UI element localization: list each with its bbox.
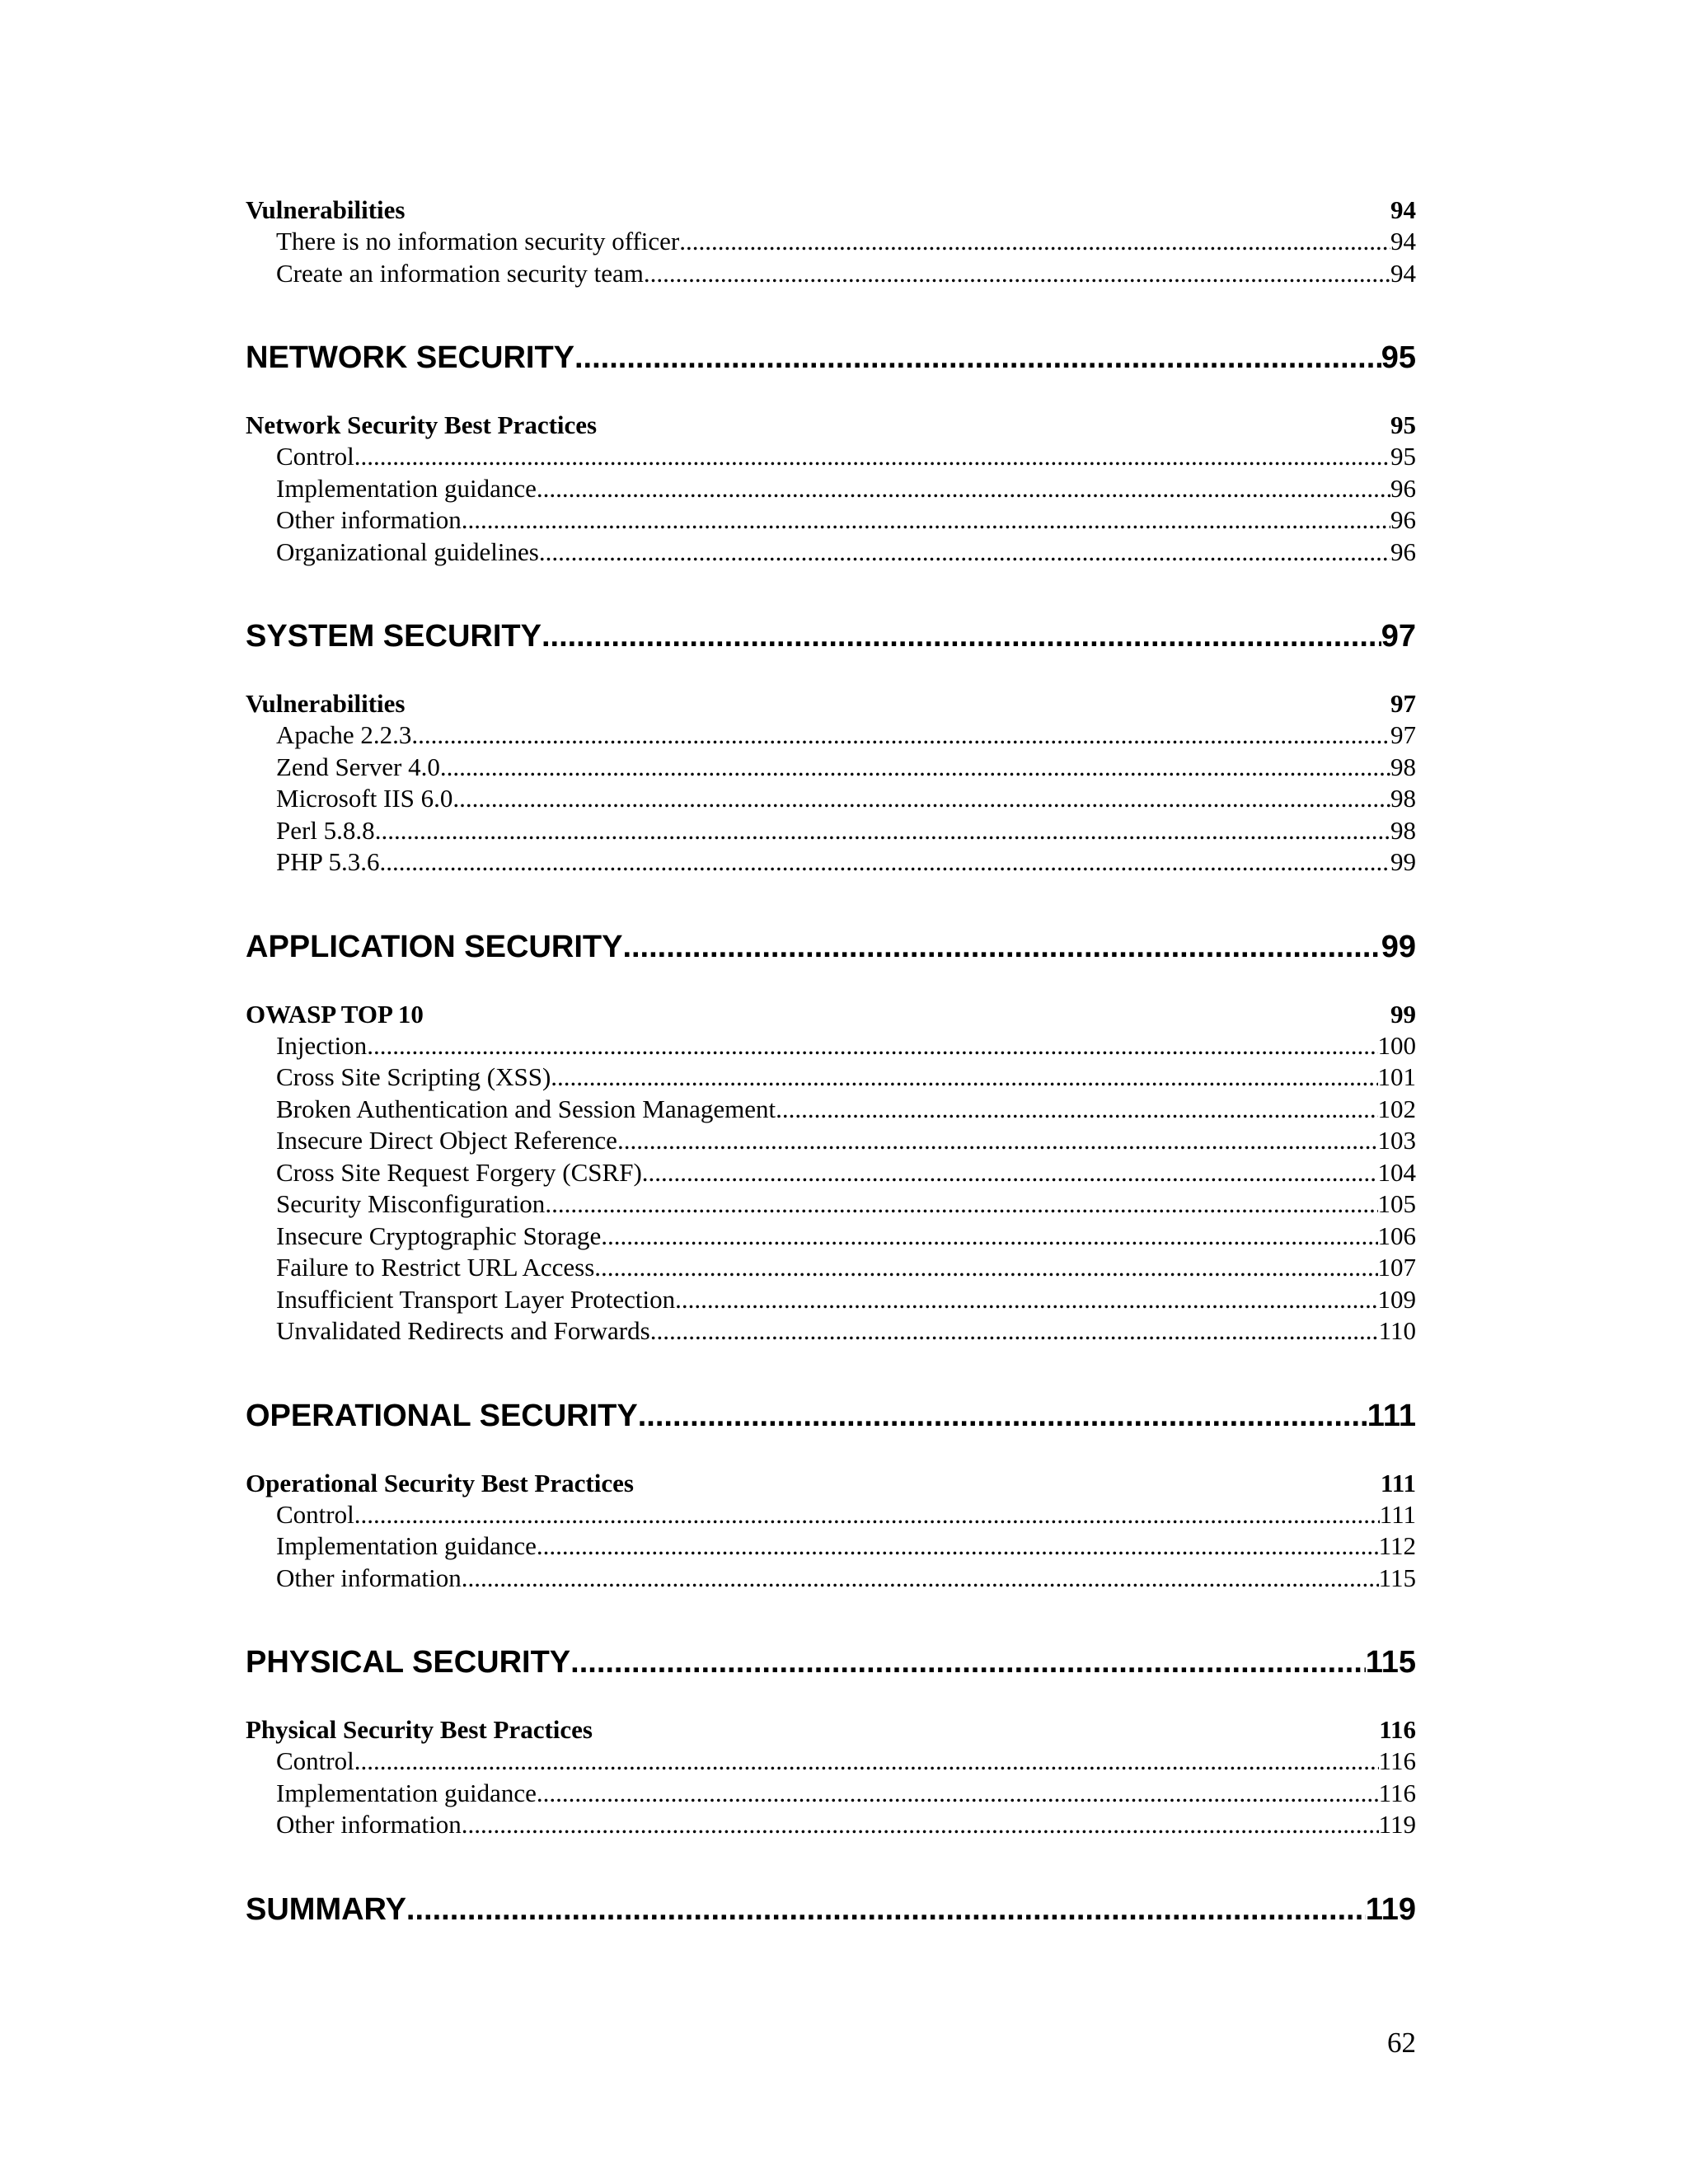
subentry-label: Cross Site Request Forgery (CSRF)	[276, 1157, 642, 1187]
subentry-label: Implementation guidance	[276, 473, 537, 503]
dot-leader	[638, 1397, 1367, 1435]
toc-subentry[interactable]	[246, 441, 1416, 473]
toc-section-group	[246, 410, 1416, 568]
dot-leader	[622, 928, 1381, 966]
toc-subentry[interactable]	[246, 752, 1416, 784]
toc-subentry[interactable]	[246, 226, 1416, 258]
chapter-title: APPLICATION SECURITY	[246, 929, 623, 964]
subentry-page-number: 100	[1377, 1030, 1416, 1060]
toc-subentry[interactable]	[246, 1221, 1416, 1253]
toc-subentry[interactable]	[246, 1188, 1416, 1221]
subentry-label: Control	[276, 1499, 354, 1529]
chapter-page-number: 111	[1367, 1398, 1416, 1433]
subentry-label: Cross Site Scripting (XSS)	[276, 1062, 551, 1091]
toc-chapter-entry[interactable]	[246, 1891, 1416, 1929]
section-page-number: 111	[1380, 1468, 1416, 1497]
chapter-title: OPERATIONAL SECURITY	[246, 1398, 638, 1433]
dot-leader	[462, 1563, 1379, 1595]
subentry-page-number: 104	[1377, 1157, 1416, 1187]
toc-section-entry[interactable]	[246, 1714, 1416, 1746]
subentry-page-number: 101	[1377, 1062, 1416, 1091]
subentry-label: Implementation guidance	[276, 1531, 537, 1560]
dot-leader	[411, 719, 1390, 752]
toc-subentry[interactable]	[246, 258, 1416, 290]
toc-chapter-entry[interactable]	[246, 339, 1416, 377]
subentry-page-number: 110	[1378, 1316, 1416, 1345]
dot-leader	[601, 1221, 1377, 1253]
chapter-title: NETWORK SECURITY	[246, 340, 574, 375]
dot-leader	[354, 441, 1390, 473]
subentry-page-number: 96	[1390, 537, 1416, 566]
toc-section-group	[246, 999, 1416, 1347]
subentry-label: Organizational guidelines	[276, 537, 539, 566]
toc-section-group	[246, 1714, 1416, 1841]
dot-leader	[406, 1891, 1366, 1929]
subentry-page-number: 96	[1390, 473, 1416, 503]
toc-subentry[interactable]	[246, 846, 1416, 879]
subentry-label: Unvalidated Redirects and Forwards	[276, 1316, 650, 1345]
dot-leader	[539, 537, 1390, 569]
dot-leader	[379, 846, 1390, 879]
subentry-page-number: 97	[1390, 720, 1416, 749]
dot-leader	[462, 504, 1390, 537]
subentry-page-number: 116	[1378, 1778, 1416, 1807]
chapter-title: PHYSICAL SECURITY	[246, 1645, 571, 1680]
dot-leader	[644, 258, 1390, 290]
toc-subentry[interactable]	[246, 1778, 1416, 1810]
toc-subentry[interactable]	[246, 1125, 1416, 1157]
section-title: Operational Security Best Practices	[246, 1468, 634, 1497]
dot-leader	[537, 1530, 1379, 1563]
subentry-page-number: 98	[1390, 784, 1416, 813]
subentry-page-number: 95	[1390, 442, 1416, 471]
toc-section-group	[246, 1468, 1416, 1595]
subentry-page-number: 103	[1377, 1126, 1416, 1155]
dot-leader	[650, 1315, 1379, 1347]
toc-chapter-entry[interactable]	[246, 1643, 1416, 1681]
chapter-page-number: 97	[1381, 619, 1416, 654]
subentry-label: Injection	[276, 1030, 368, 1060]
toc-subentry[interactable]	[246, 1809, 1416, 1841]
section-title: Physical Security Best Practices	[246, 1715, 593, 1744]
dot-leader	[462, 1809, 1379, 1841]
toc-subentry[interactable]	[246, 1157, 1416, 1189]
toc-section-entry[interactable]	[246, 688, 1416, 719]
chapter-page-number: 95	[1381, 340, 1416, 375]
dot-leader	[367, 1030, 1377, 1062]
toc-section-entry[interactable]	[246, 999, 1416, 1030]
subentry-label: Broken Authentication and Session Management	[276, 1094, 776, 1123]
dot-leader	[354, 1746, 1379, 1778]
subentry-label: Zend Server 4.0	[276, 752, 440, 781]
toc-subentry[interactable]	[246, 1746, 1416, 1778]
toc-subentry[interactable]	[246, 1530, 1416, 1563]
toc-section-entry[interactable]	[246, 410, 1416, 441]
subentry-page-number: 94	[1390, 258, 1416, 288]
toc-subentry[interactable]	[246, 1094, 1416, 1126]
subentry-page-number: 99	[1390, 847, 1416, 876]
toc-chapter-entry[interactable]	[246, 1397, 1416, 1435]
subentry-label: Microsoft IIS 6.0	[276, 784, 453, 813]
toc-subentry[interactable]	[246, 719, 1416, 752]
toc-subentry[interactable]	[246, 1284, 1416, 1316]
toc-chapter-entry[interactable]	[246, 617, 1416, 655]
chapter-title: SYSTEM SECURITY	[246, 619, 542, 654]
toc-subentry[interactable]	[246, 504, 1416, 537]
subentry-page-number: 112	[1378, 1531, 1416, 1560]
dot-leader	[551, 1062, 1377, 1094]
toc-subentry[interactable]	[246, 1062, 1416, 1094]
chapter-page-number: 119	[1365, 1891, 1416, 1927]
section-title: Vulnerabilities	[246, 689, 406, 718]
toc-subentry[interactable]	[246, 1315, 1416, 1347]
toc-subentry[interactable]	[246, 783, 1416, 815]
dot-leader	[617, 1125, 1378, 1157]
subentry-label: Control	[276, 442, 354, 471]
subentry-page-number: 98	[1390, 815, 1416, 845]
subentry-page-number: 106	[1377, 1221, 1416, 1250]
dot-leader	[545, 1188, 1377, 1221]
subentry-label: Control	[276, 1746, 354, 1775]
subentry-page-number: 119	[1378, 1810, 1416, 1839]
subentry-label: Security Misconfiguration	[276, 1189, 546, 1218]
subentry-label: Implementation guidance	[276, 1778, 537, 1807]
dot-leader	[537, 1778, 1379, 1810]
dot-leader	[574, 339, 1381, 377]
toc-subentry[interactable]	[246, 1499, 1416, 1531]
section-page-number: 99	[1390, 999, 1416, 1029]
dot-leader	[542, 617, 1381, 655]
subentry-label: Failure to Restrict URL Access	[276, 1253, 595, 1282]
subentry-page-number: 98	[1390, 752, 1416, 781]
toc-subentry[interactable]	[246, 1563, 1416, 1595]
toc-section-entry[interactable]	[246, 194, 1416, 226]
subentry-page-number: 105	[1377, 1189, 1416, 1218]
dot-leader	[642, 1157, 1378, 1189]
dot-leader	[570, 1643, 1366, 1681]
subentry-label: Other information	[276, 505, 462, 534]
toc-section-group	[246, 688, 1416, 879]
toc-section-group	[246, 194, 1416, 289]
subentry-page-number: 94	[1390, 227, 1416, 255]
subentry-page-number: 116	[1378, 1746, 1416, 1775]
dot-leader	[675, 1284, 1377, 1316]
toc-chapter-entry[interactable]	[246, 928, 1416, 966]
dot-leader	[594, 1252, 1377, 1284]
section-page-number: 97	[1390, 689, 1416, 718]
chapter-title: SUMMARY	[246, 1891, 406, 1927]
subentry-page-number: 107	[1377, 1253, 1416, 1282]
subentry-label: Create an information security team	[276, 258, 644, 288]
subentry-label: Other information	[276, 1563, 462, 1592]
dot-leader	[679, 226, 1390, 258]
subentry-label: Other information	[276, 1810, 462, 1839]
section-page-number: 95	[1390, 410, 1416, 439]
section-title: OWASP TOP 10	[246, 999, 424, 1029]
subentry-label: Insecure Direct Object Reference	[276, 1126, 617, 1155]
page-number: 62	[1387, 2027, 1416, 2059]
subentry-page-number: 111	[1379, 1499, 1416, 1529]
dot-leader	[452, 783, 1390, 815]
subentry-page-number: 109	[1377, 1284, 1416, 1314]
subentry-label: Insecure Cryptographic Storage	[276, 1221, 602, 1250]
dot-leader	[375, 815, 1390, 847]
toc-subentry[interactable]	[246, 1252, 1416, 1284]
dot-leader	[776, 1094, 1377, 1126]
toc-subentry[interactable]	[246, 537, 1416, 569]
subentry-page-number: 102	[1377, 1094, 1416, 1123]
section-page-number: 94	[1390, 195, 1416, 224]
toc-subentry[interactable]	[246, 1030, 1416, 1062]
chapter-page-number: 99	[1381, 929, 1416, 964]
toc-subentry[interactable]	[246, 473, 1416, 505]
section-title: Network Security Best Practices	[246, 410, 598, 439]
dot-leader	[537, 473, 1390, 505]
subentry-page-number: 115	[1378, 1563, 1416, 1592]
table-of-contents	[246, 194, 1416, 1961]
section-title: Vulnerabilities	[246, 195, 406, 224]
dot-leader	[440, 752, 1390, 784]
subentry-label: PHP 5.3.6	[276, 847, 380, 876]
chapter-page-number: 115	[1365, 1645, 1416, 1680]
subentry-label: Apache 2.2.3	[276, 720, 412, 749]
subentry-label: Perl 5.8.8	[276, 815, 375, 845]
toc-subentry[interactable]	[246, 815, 1416, 847]
subentry-label: There is no information security officer	[276, 227, 680, 255]
section-page-number: 116	[1379, 1715, 1416, 1744]
toc-section-entry[interactable]	[246, 1468, 1416, 1499]
subentry-page-number: 96	[1390, 505, 1416, 534]
dot-leader	[354, 1499, 1380, 1531]
subentry-label: Insufficient Transport Layer Protection	[276, 1284, 676, 1314]
